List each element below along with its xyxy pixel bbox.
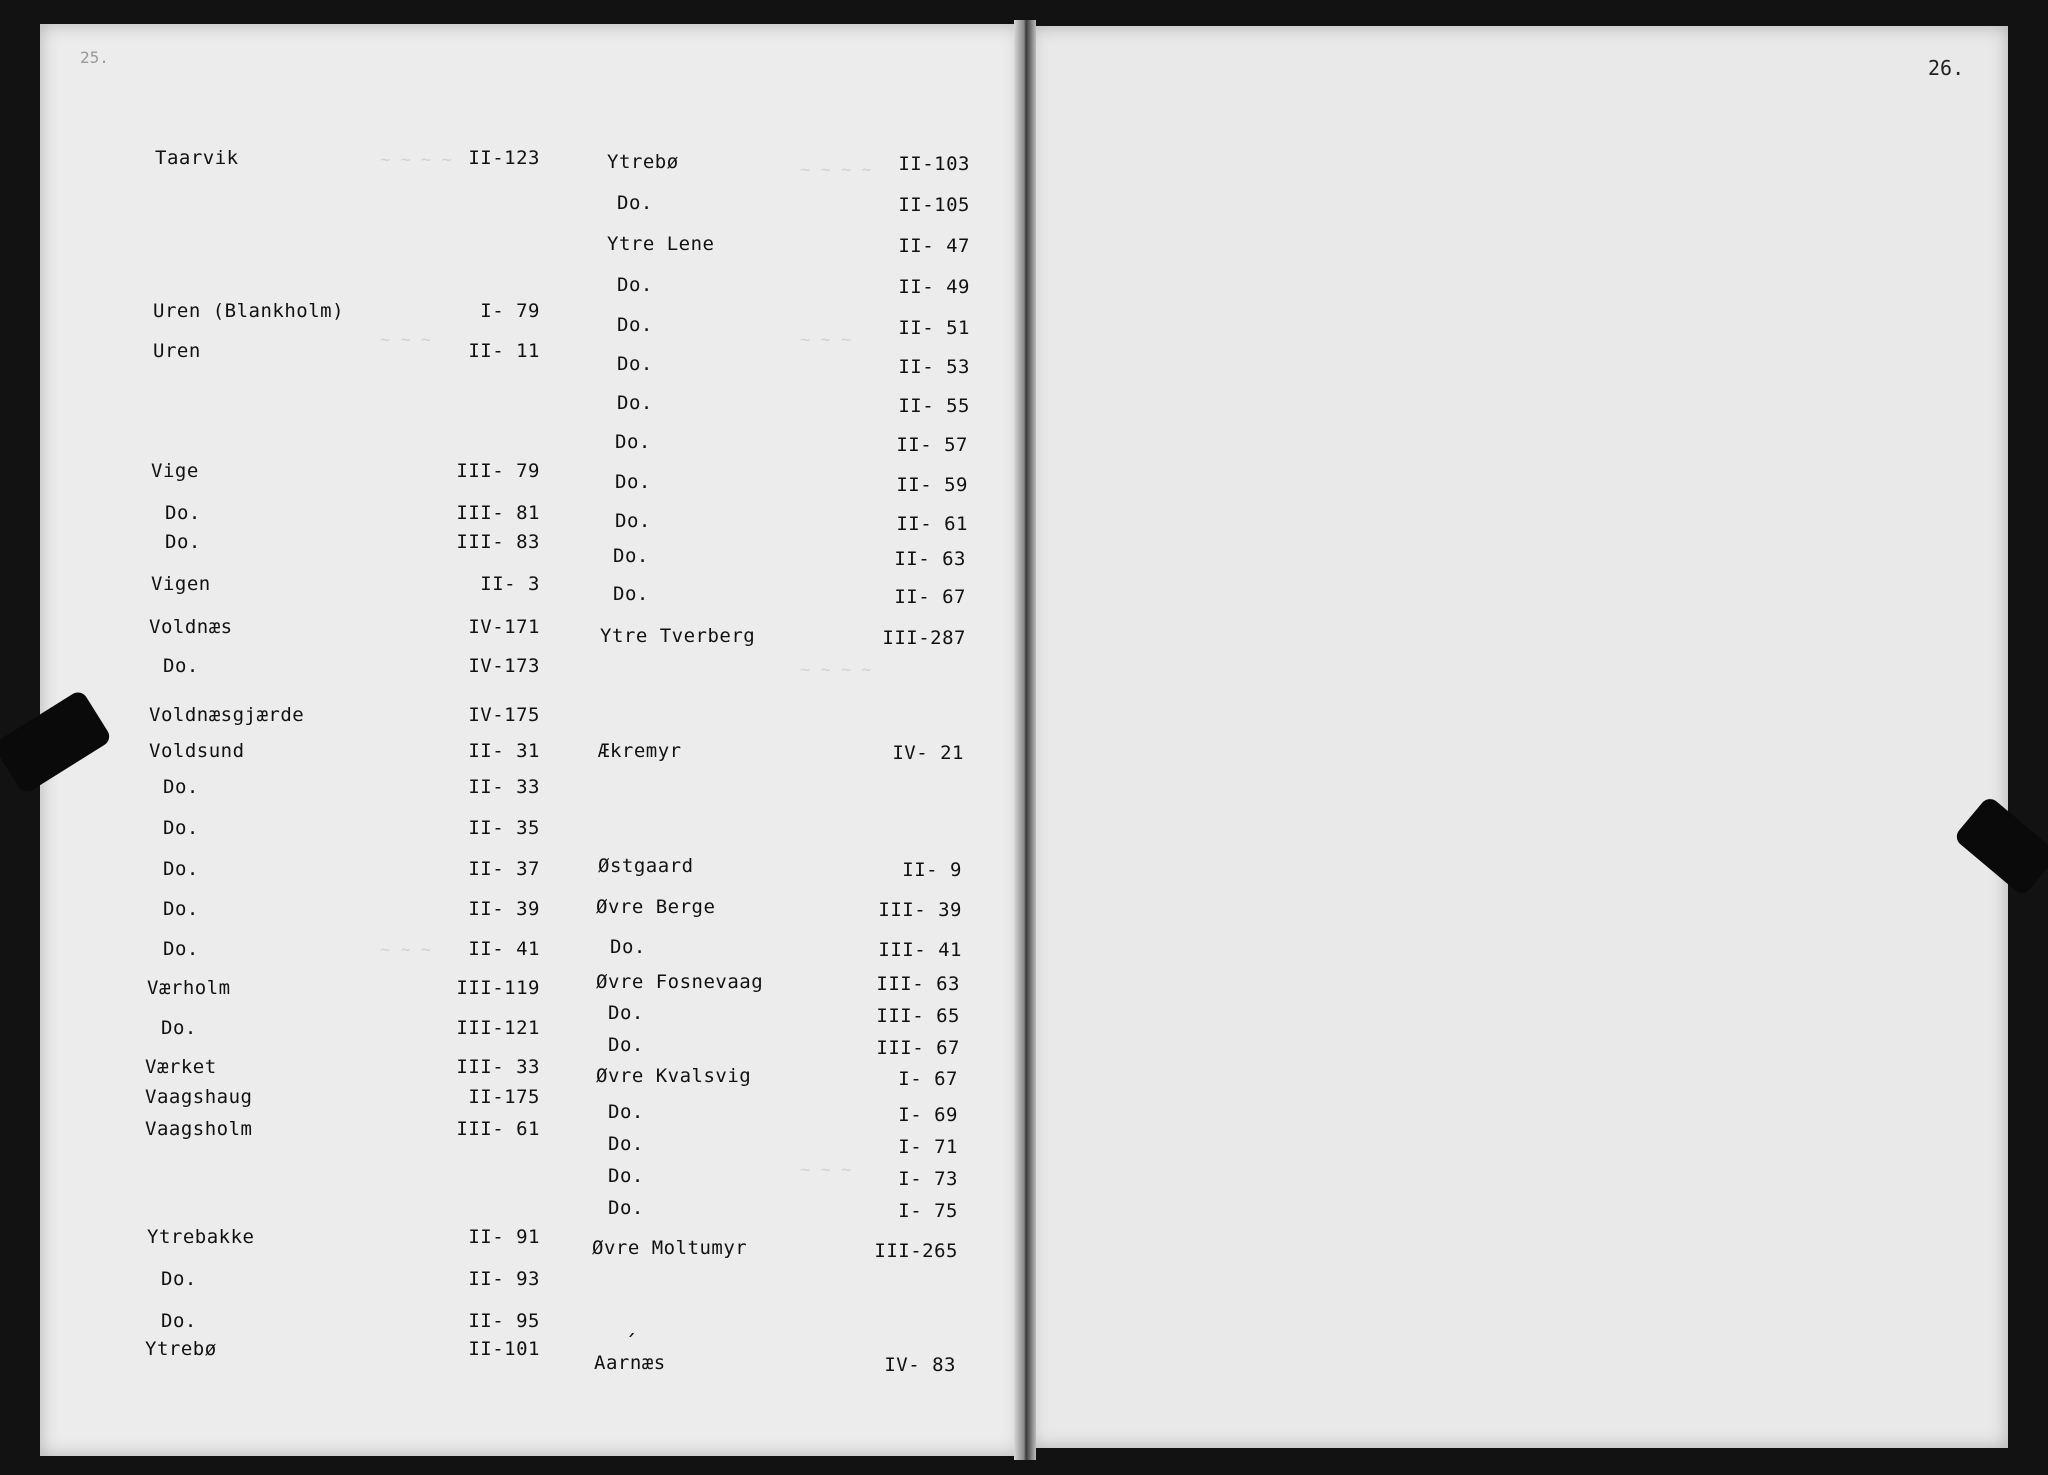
entry-ref: III- 79	[456, 460, 540, 482]
entry-ref: IV-171	[468, 616, 540, 638]
entry-name: Øvre Moltumyr	[592, 1237, 748, 1259]
entry-name: Do.	[615, 471, 651, 493]
entry-name: Do.	[608, 1034, 644, 1056]
entry-name: Do.	[163, 858, 199, 880]
entry-ref: II-103	[898, 153, 970, 175]
entry-ref: III- 33	[456, 1056, 540, 1078]
entry-ref: III- 63	[876, 973, 960, 995]
entry-ref: III-265	[874, 1240, 958, 1262]
corner-mark: 25.	[80, 48, 109, 67]
entry-ref: II- 47	[898, 235, 970, 257]
entry-ref: II- 11	[468, 340, 540, 362]
entry-name: Do.	[608, 1002, 644, 1024]
entry-ref: III-121	[456, 1017, 540, 1039]
entry-ref: II- 37	[468, 858, 540, 880]
entry-ref: III-119	[456, 977, 540, 999]
entry-ref: III- 81	[456, 502, 540, 524]
entry-name: Taarvik	[155, 147, 239, 169]
entry-name: Øvre Fosnevaag	[596, 971, 764, 993]
entry-name: Do.	[165, 502, 201, 524]
entry-name: Østgaard	[598, 855, 694, 877]
entry-ref: II- 33	[468, 776, 540, 798]
entry-name: Do.	[615, 510, 651, 532]
entry-name: Ytrebakke	[147, 1226, 255, 1248]
entry-name: Do.	[617, 192, 653, 214]
entry-ref: II- 67	[894, 586, 966, 608]
entry-name: Værholm	[147, 977, 231, 999]
entry-name: Do.	[617, 392, 653, 414]
entry-ref: I- 73	[898, 1168, 958, 1190]
entry-name: Uren	[153, 340, 201, 362]
entry-name: Do.	[613, 583, 649, 605]
entry-ref: I- 79	[480, 300, 540, 322]
entry-name: Do.	[161, 1268, 197, 1290]
entry-name: Do.	[613, 545, 649, 567]
entry-ref: III- 65	[876, 1005, 960, 1027]
page-number: 26.	[1928, 56, 1965, 80]
entry-ref: II- 55	[898, 395, 970, 417]
entry-name: Do.	[608, 1165, 644, 1187]
entry-name: Voldnæsgjærde	[149, 704, 305, 726]
entry-ref: I- 69	[898, 1104, 958, 1126]
entry-ref: III- 83	[456, 531, 540, 553]
entry-ref: II- 95	[468, 1310, 540, 1332]
entry-ref: II- 3	[480, 573, 540, 595]
entry-name: Ytre Tverberg	[600, 625, 756, 647]
right-page	[1030, 26, 2008, 1448]
entry-name: Do.	[161, 1310, 197, 1332]
entry-ref: III- 41	[878, 939, 962, 961]
entry-ref: IV- 21	[892, 742, 964, 764]
book-gutter	[1014, 20, 1036, 1460]
entry-ref: II-105	[898, 194, 970, 216]
entry-ref: II- 31	[468, 740, 540, 762]
entry-ref: II- 57	[896, 434, 968, 456]
entry-ref: II- 53	[898, 356, 970, 378]
entry-ref: III- 61	[456, 1118, 540, 1140]
entry-ref: II-123	[468, 147, 540, 169]
entry-ref: III-287	[882, 627, 966, 649]
entry-ref: II-175	[468, 1086, 540, 1108]
entry-name: Ytre Lene	[607, 233, 715, 255]
entry-ref: III- 67	[876, 1037, 960, 1059]
entry-name: Do.	[165, 531, 201, 553]
entry-ref: III- 39	[878, 899, 962, 921]
entry-ref: II- 51	[898, 317, 970, 339]
entry-name: Voldnæs	[149, 616, 233, 638]
entry-ref: II- 41	[468, 938, 540, 960]
entry-ref: II- 63	[894, 548, 966, 570]
entry-name: Do.	[163, 898, 199, 920]
entry-name: Do.	[617, 353, 653, 375]
entry-name: Do.	[161, 1017, 197, 1039]
entry-name: Aarnæs	[594, 1352, 666, 1374]
entry-ref: IV-173	[468, 655, 540, 677]
entry-ref: II- 39	[468, 898, 540, 920]
entry-name: Do.	[615, 431, 651, 453]
entry-name: Vaagsholm	[145, 1118, 253, 1140]
entry-name: Øvre Kvalsvig	[596, 1065, 752, 1087]
entry-ref: II- 93	[468, 1268, 540, 1290]
entry-ref: IV-175	[468, 704, 540, 726]
entry-name: Ækremyr	[598, 740, 682, 762]
handwritten-accent-mark: ´	[624, 1332, 638, 1357]
entry-ref: II- 59	[896, 474, 968, 496]
entry-name: Do.	[163, 938, 199, 960]
entry-name: Do.	[617, 314, 653, 336]
entry-name: Vigen	[151, 573, 211, 595]
entry-name: Øvre Berge	[596, 896, 716, 918]
entry-ref: II- 91	[468, 1226, 540, 1248]
entry-name: Do.	[163, 776, 199, 798]
entry-ref: I- 67	[898, 1068, 958, 1090]
entry-name: Do.	[610, 936, 646, 958]
entry-name: Ytrebø	[607, 151, 679, 173]
entry-name: Vige	[151, 460, 199, 482]
entry-ref: I- 75	[898, 1200, 958, 1222]
entry-name: Voldsund	[149, 740, 245, 762]
entry-name: Uren (Blankholm)	[153, 300, 345, 322]
entry-ref: II-101	[468, 1338, 540, 1360]
entry-name: Værket	[145, 1056, 217, 1078]
entry-ref: II- 61	[896, 513, 968, 535]
entry-ref: II- 9	[902, 859, 962, 881]
entry-name: Do.	[608, 1133, 644, 1155]
entry-ref: I- 71	[898, 1136, 958, 1158]
entry-name: Do.	[617, 274, 653, 296]
entry-ref: II- 35	[468, 817, 540, 839]
entry-name: Vaagshaug	[145, 1086, 253, 1108]
entry-name: Do.	[608, 1101, 644, 1123]
entry-name: Do.	[163, 655, 199, 677]
entry-name: Ytrebø	[145, 1338, 217, 1360]
entry-name: Do.	[163, 817, 199, 839]
entry-ref: IV- 83	[884, 1354, 956, 1376]
entry-name: Do.	[608, 1197, 644, 1219]
entry-ref: II- 49	[898, 276, 970, 298]
